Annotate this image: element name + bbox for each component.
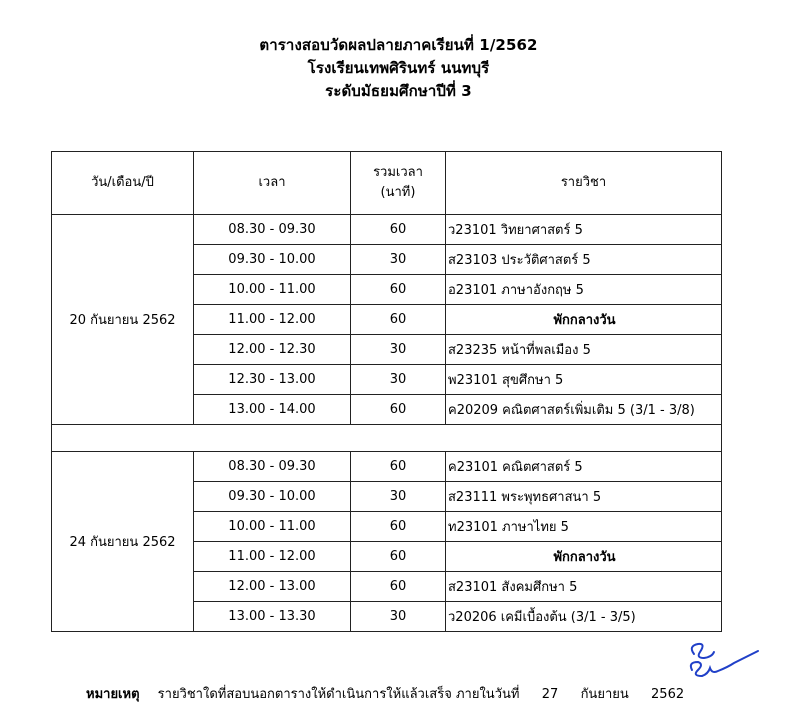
subject-cell: ว23101 วิทยาศาสตร์ 5 bbox=[446, 215, 722, 245]
header-time: เวลา bbox=[194, 152, 351, 215]
time-cell: 12.30 - 13.00 bbox=[194, 365, 351, 395]
exam-schedule-table bbox=[51, 151, 722, 632]
time-cell: 08.30 - 09.30 bbox=[194, 215, 351, 245]
note-year: 2562 bbox=[651, 687, 685, 702]
subject-cell: ท23101 ภาษาไทย 5 bbox=[446, 512, 722, 542]
subject-cell: ส23235 หน้าที่พลเมือง 5 bbox=[446, 335, 722, 365]
footnote bbox=[86, 683, 684, 704]
table-row bbox=[52, 215, 722, 245]
date-cell: 24 กันยายน 2562 bbox=[52, 452, 194, 632]
school-name: โรงเรียนเทพศิรินทร์ นนทบุรี bbox=[307, 59, 490, 77]
time-cell: 09.30 - 10.00 bbox=[194, 482, 351, 512]
subject-cell: ส23103 ประวัติศาสตร์ 5 bbox=[446, 245, 722, 275]
minutes-cell: 30 bbox=[351, 335, 446, 365]
minutes-cell: 60 bbox=[351, 305, 446, 335]
time-cell: 12.00 - 12.30 bbox=[194, 335, 351, 365]
minutes-cell: 60 bbox=[351, 542, 446, 572]
header-date: วัน/เดือน/ปี bbox=[52, 152, 194, 215]
grade-level: ระดับมัธยมศึกษาปีที่ 3 bbox=[325, 82, 472, 100]
lunch-break-cell: พักกลางวัน bbox=[446, 542, 722, 572]
lunch-break-cell: พักกลางวัน bbox=[446, 305, 722, 335]
minutes-cell: 60 bbox=[351, 452, 446, 482]
time-cell: 11.00 - 12.00 bbox=[194, 542, 351, 572]
date-cell: 20 กันยายน 2562 bbox=[52, 215, 194, 425]
note-month: กันยายน bbox=[580, 687, 629, 702]
header-total-minutes bbox=[351, 152, 446, 215]
doc-title: ตารางสอบวัดผลปลายภาคเรียนที่ 1/2562 bbox=[259, 36, 538, 54]
header-total-line1: รวมเวลา bbox=[373, 165, 423, 180]
time-cell: 13.00 - 14.00 bbox=[194, 395, 351, 425]
subject-cell: อ23101 ภาษาอังกฤษ 5 bbox=[446, 275, 722, 305]
subject-cell: ค23101 คณิตศาสตร์ 5 bbox=[446, 452, 722, 482]
subject-cell: ส23111 พระพุทธศาสนา 5 bbox=[446, 482, 722, 512]
document-header bbox=[0, 34, 797, 103]
note-day: 27 bbox=[541, 687, 559, 702]
time-cell: 08.30 - 09.30 bbox=[194, 452, 351, 482]
minutes-cell: 60 bbox=[351, 512, 446, 542]
time-cell: 13.00 - 13.30 bbox=[194, 602, 351, 632]
subject-cell: ค20209 คณิตศาสตร์เพิ่มเติม 5 (3/1 - 3/8) bbox=[446, 395, 722, 425]
separator-cell bbox=[52, 425, 722, 452]
minutes-cell: 30 bbox=[351, 245, 446, 275]
table-body bbox=[52, 215, 722, 632]
minutes-cell: 30 bbox=[351, 365, 446, 395]
time-cell: 09.30 - 10.00 bbox=[194, 245, 351, 275]
handwritten-signature bbox=[682, 640, 772, 686]
note-text: รายวิชาใดที่สอบนอกตารางให้ดำเนินการให้แล้วเสร็จ ภายในวันที่ bbox=[157, 687, 520, 702]
minutes-cell: 60 bbox=[351, 275, 446, 305]
minutes-cell: 30 bbox=[351, 482, 446, 512]
subject-cell: พ23101 สุขศึกษา 5 bbox=[446, 365, 722, 395]
header-total-line2: (นาที) bbox=[380, 185, 416, 200]
note-label: หมายเหตุ bbox=[86, 687, 140, 702]
day-separator-row bbox=[52, 425, 722, 452]
minutes-cell: 60 bbox=[351, 572, 446, 602]
minutes-cell: 60 bbox=[351, 215, 446, 245]
subject-cell: ว20206 เคมีเบื้องต้น (3/1 - 3/5) bbox=[446, 602, 722, 632]
time-cell: 10.00 - 11.00 bbox=[194, 275, 351, 305]
time-cell: 12.00 - 13.00 bbox=[194, 572, 351, 602]
header-subject: รายวิชา bbox=[446, 152, 722, 215]
minutes-cell: 60 bbox=[351, 395, 446, 425]
table-row bbox=[52, 452, 722, 482]
subject-cell: ส23101 สังคมศึกษา 5 bbox=[446, 572, 722, 602]
minutes-cell: 30 bbox=[351, 602, 446, 632]
time-cell: 10.00 - 11.00 bbox=[194, 512, 351, 542]
time-cell: 11.00 - 12.00 bbox=[194, 305, 351, 335]
table-header-row bbox=[52, 152, 722, 215]
